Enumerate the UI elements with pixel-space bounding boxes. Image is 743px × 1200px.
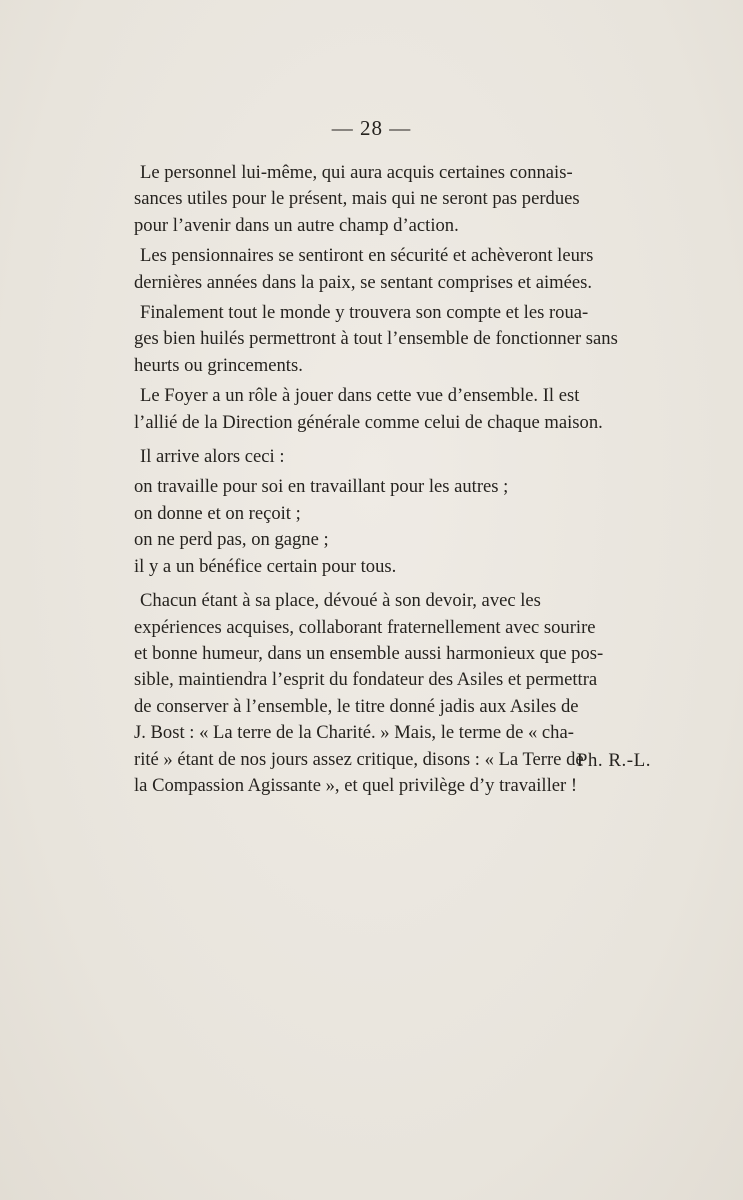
list-item: on donne et on reçoit ; — [134, 502, 301, 524]
paragraph — [134, 383, 648, 436]
text-line: ges bien huilés permettront à tout l’ensemble de fonctionner sans — [134, 328, 618, 350]
text-line: dernières années dans la paix, se sentant comprises et aimées. — [134, 271, 592, 293]
list — [134, 474, 648, 580]
paragraph — [134, 300, 648, 379]
text-line: sible, maintiendra l’esprit du fondateur des Asiles et permettra — [134, 669, 598, 691]
signature: Ph. R.-L. — [576, 750, 651, 771]
paragraph — [134, 243, 648, 296]
text-line: J. Bost : « La terre de la Charité. » Mais, le terme de « cha- — [134, 722, 574, 744]
text-line: sances utiles pour le présent, mais qui ne seront pas perdues — [134, 188, 580, 210]
list-item: on ne perd pas, on gagne ; — [134, 529, 329, 551]
text-line: Finalement tout le monde y trouvera son compte et les roua- — [140, 302, 589, 324]
text-line: expériences acquises, collaborant fraternellement avec sourire — [134, 616, 596, 638]
text-line: Chacun étant à sa place, dévoué à son devoir, avec les — [140, 590, 541, 612]
text-line: Le Foyer a un rôle à jouer dans cette vue d’ensemble. Il est — [140, 385, 580, 407]
text-line: et bonne humeur, dans un ensemble aussi harmonieux que pos- — [134, 642, 604, 664]
text-line: rité » étant de nos jours assez critique, disons : « La Terre de — [134, 748, 584, 770]
text-line: l’allié de la Direction générale comme celui de chaque maison. — [134, 411, 603, 433]
text-line: heurts ou grincements. — [134, 354, 303, 376]
closing-paragraph — [134, 588, 648, 799]
list-item: il y a un bénéfice certain pour tous. — [134, 555, 397, 577]
text-line: Les pensionnaires se sentiront en sécurité et achèveront leurs — [140, 245, 594, 267]
page-number: — 28 — — [331, 116, 412, 140]
text-line: pour l’avenir dans un autre champ d’action. — [134, 214, 459, 236]
body-text — [134, 160, 648, 799]
list-item: on travaille pour soi en travaillant pour les autres ; — [134, 476, 509, 498]
text-line: la Compassion Agissante », et quel privilège d’y travailler ! — [134, 774, 578, 796]
text-line: de conserver à l’ensemble, le titre donné jadis aux Asiles de — [134, 695, 579, 717]
paragraph — [134, 160, 648, 239]
intro-line: Il arrive alors ceci : — [140, 446, 285, 468]
text-line: Le personnel lui-même, qui aura acquis certaines connais- — [140, 162, 573, 183]
